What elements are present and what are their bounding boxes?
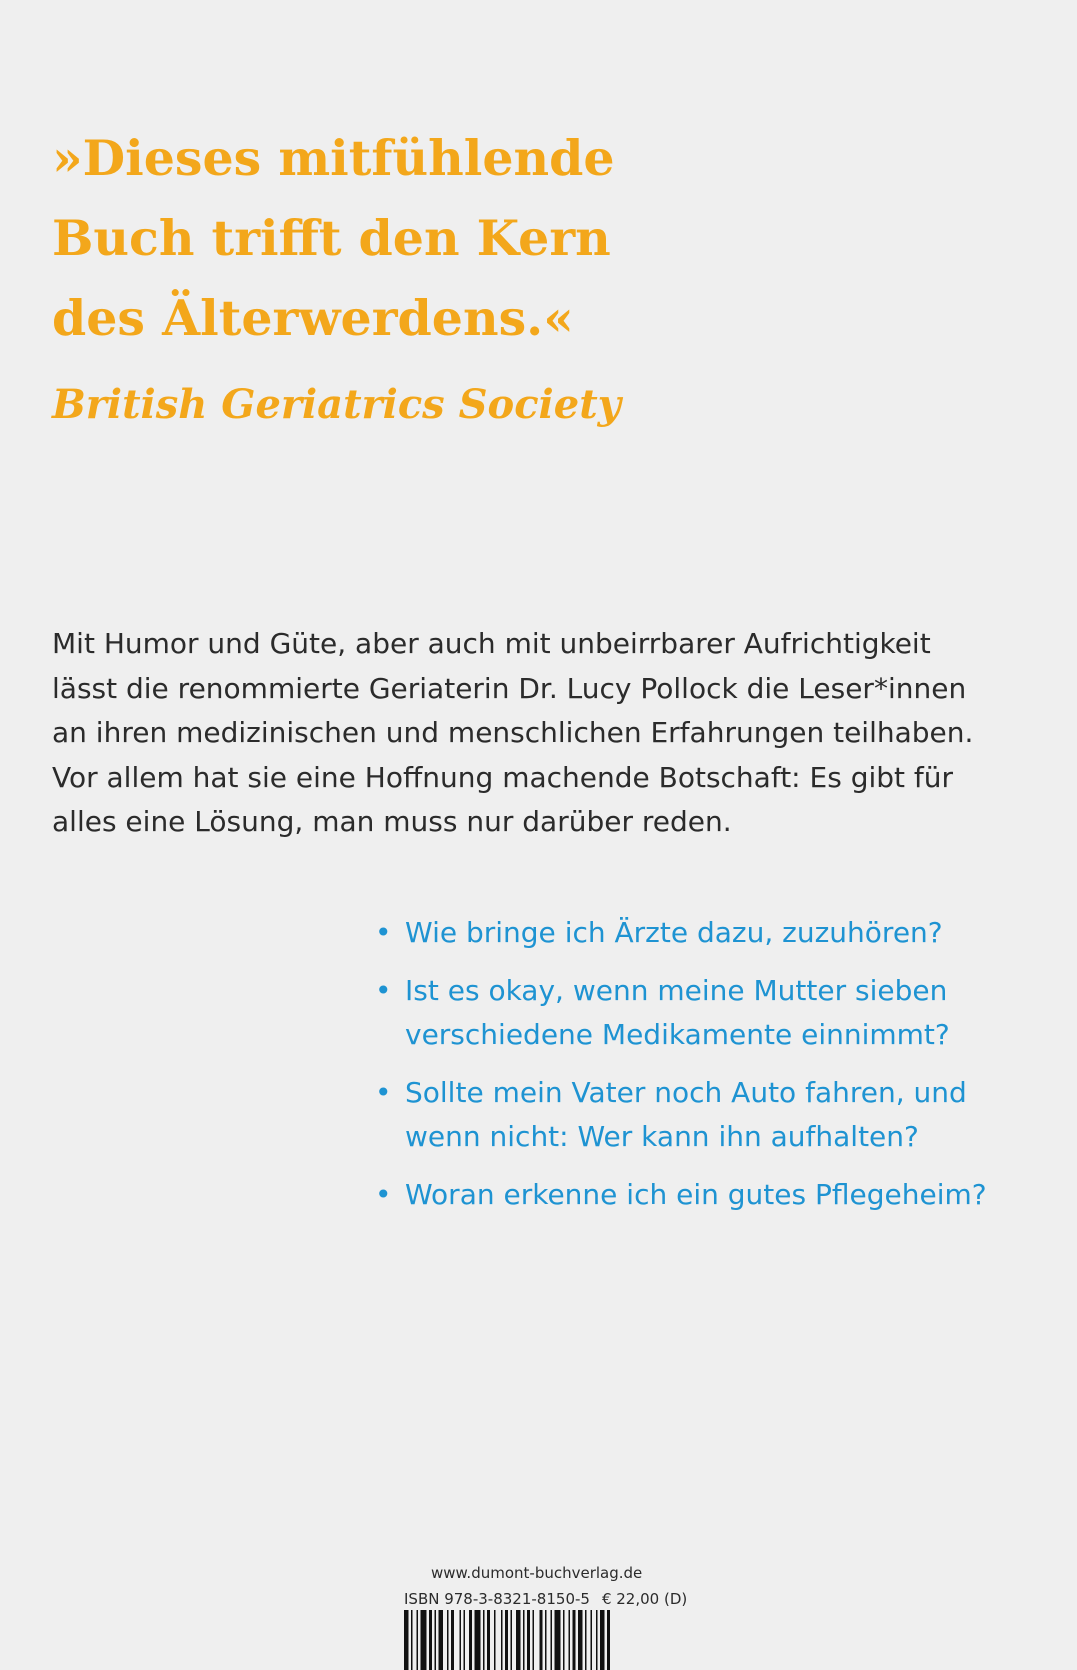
question-text: Woran erkenne ich ein gutes Pflegeheim? [405,1178,987,1211]
quote-line-3: des Älterwerdens.« [52,289,574,347]
book-description [52,622,973,845]
description-line-1: Mit Humor und Güte, aber auch mit unbeirrbarer Aufrichtigkeit [52,627,931,660]
description-line-4: Vor allem hat sie eine Hoffnung machende Botschaft: Es gibt für [52,760,954,794]
publisher-website: www.dumont-buchverlag.de [431,1564,643,1582]
question-text: Ist es okay, wenn meine Mutter sieben [405,974,948,1007]
list-item [372,911,987,955]
list-item [372,1173,987,1217]
isbn: ISBN 978-3-8321-8150-5 [404,1590,590,1608]
quote-line-1: »Dieses mitfühlende [52,129,615,187]
list-item [372,1071,987,1159]
bullet-icon: • [375,1076,392,1109]
description-line-3: an ihren medizinischen und menschlichen Erfahrungen teilhaben. [52,716,974,749]
question-text: verschiedene Medikamente einnimmt? [405,1018,950,1051]
barcode-icon [404,1610,654,1670]
quote-attribution: British Geriatrics Society [52,381,621,428]
question-text: wenn nicht: Wer kann ihn aufhalten? [405,1120,919,1153]
quote-line-2: Buch trifft den Kern [52,209,611,267]
bullet-icon: • [375,974,392,1007]
question-list [372,911,987,1231]
question-text: Wie bringe ich Ärzte dazu, zuzuhören? [405,916,943,949]
bullet-icon: • [375,1178,392,1211]
price: € 22,00 (D) [601,1590,688,1608]
isbn-price-line [404,1590,687,1608]
list-item [372,969,987,1057]
question-text: Sollte mein Vater noch Auto fahren, und [405,1076,967,1109]
description-line-2: lässt die renommierte Geriaterin Dr. Lucy Pollock die Leser*innen [52,671,967,705]
review-quote [52,118,952,358]
bullet-icon: • [375,916,392,949]
description-line-5: alles eine Lösung, man muss nur darüber reden. [52,805,732,838]
